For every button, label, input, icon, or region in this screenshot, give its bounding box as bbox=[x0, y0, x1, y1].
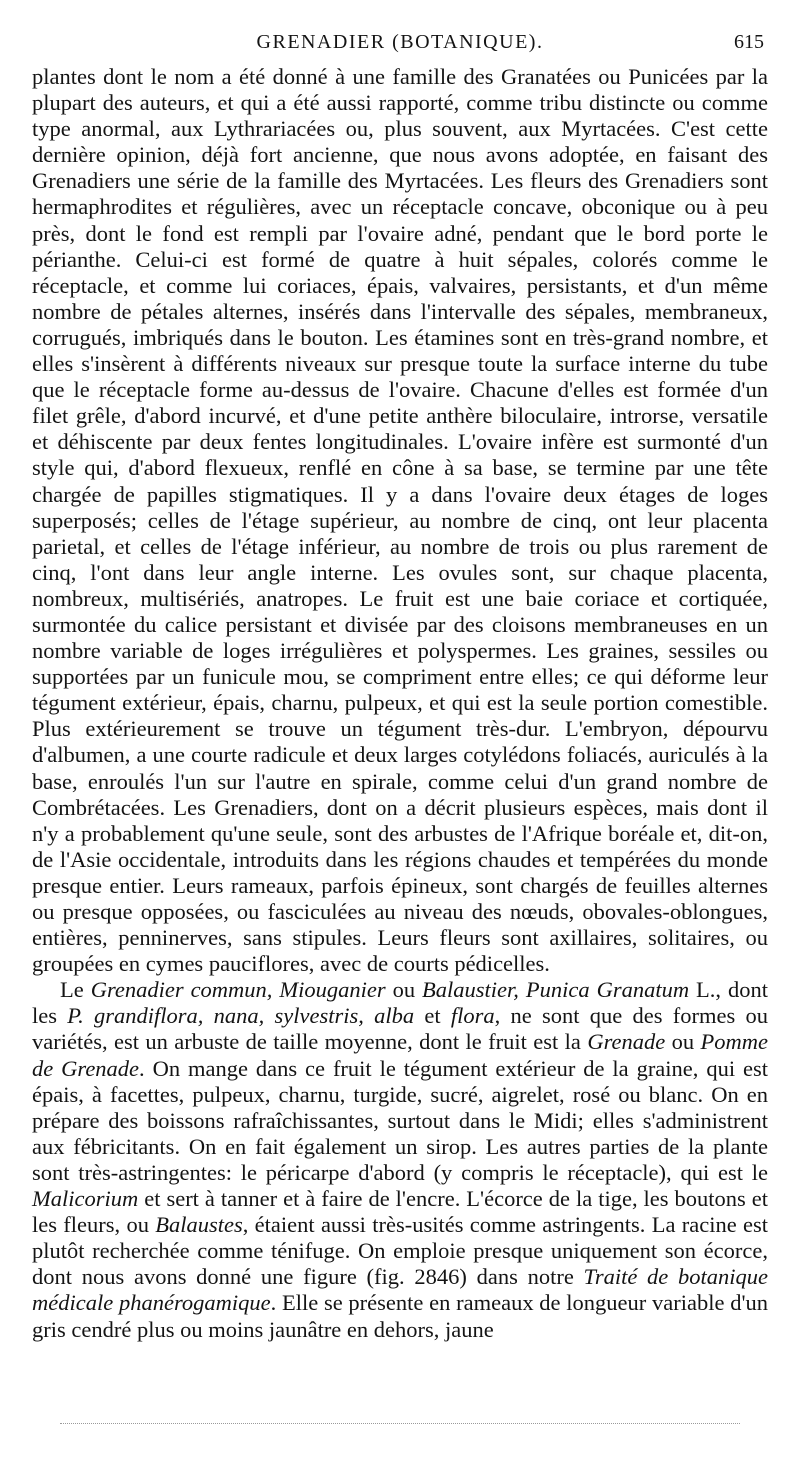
running-header bbox=[32, 28, 768, 56]
bottom-rule bbox=[60, 1423, 740, 1424]
header-title: GRENADIER (BOTANIQUE). bbox=[256, 31, 544, 53]
text-segment: ou bbox=[665, 1029, 701, 1055]
text-segment: . Elle se présente en rameaux de longueur variable d'un gris cendré plus ou moins jaunâtre en dehors, jaune bbox=[32, 1290, 769, 1342]
text-segment: , étaient aussi très-usités comme astringents. La racine est plutôt recherchée comme ténifuge. On emploie presque uniquement son écorce, dont nous avons donné une figure (fig. 2846) dans notre bbox=[32, 1212, 768, 1290]
text-segment: , ne sont que des formes ou variétés, est un arbuste de taille moyenne, dont le fruit est la bbox=[32, 1003, 768, 1055]
italic-segment: P. grandiflora, nana, sylvestris, alba bbox=[67, 1003, 415, 1029]
italic-segment: flora bbox=[450, 1003, 495, 1029]
italic-segment: Malicorium bbox=[32, 1186, 139, 1212]
paragraph-1: plantes dont le nom a été donné à une famille des Granatées ou Punicées par la plupart des auteurs, et qui a été aussi rapporté, comme tribu distincte ou comme type anormal, aux Lythrariacées ou, plus souvent, aux Myrtacées. C'est cette dernière opinion, déjà fort ancienne, que nous avons adoptée, en faisant des Grenadiers une série de la famille des Myrtacées. Les fleurs des Grenadiers sont hermaphrodites et régulières, avec un réceptacle concave, obconique ou à peu près, dont le fond est rempli par l'ovaire adné, pendant que le bord porte le périanthe. Celui-ci est formé de quatre à huit sépales, colorés comme le réceptacle, et comme lui coriaces, épais, valvaires, persistants, et d'un même nombre de pétales alternes, insérés dans l'intervalle des sépales, membraneux, corrugués, imbriqués dans le bouton. Les étamines sont en très-grand nombre, et elles s'insèrent à différents niveaux sur presque toute la surface interne du tube que le réceptacle forme au-dessus de l'ovaire. Chacune d'elles est formée d'un filet grêle, d'abord incurvé, et d'une petite anthère biloculaire, introrse, versatile et déhiscente par deux fentes longitudinales. L'ovaire infère est surmonté d'un style qui, d'abord flexueux, renflé en cône à sa base, se termine par une tête chargée de papilles stigmatiques. Il y a dans l'ovaire deux étages de loges superposés; celles de l'étage supérieur, au nombre de cinq, ont leur placenta parietal, et celles de l'étage inférieur, au nombre de trois ou plus rarement de cinq, l'ont dans leur angle interne. Les ovules sont, sur chaque placenta, nombreux, multisériés, anatropes. Le fruit est une baie coriace et cortiquée, surmontée du calice persistant et divisée par des cloisons membraneuses en un nombre variable de loges irrégulières et polyspermes. Les graines, sessiles ou supportées par un funicule mou, se compriment entre elles; ce qui déforme leur tégument extérieur, épais, charnu, pulpeux, et qui est la seule portion comestible. Plus extérieurement se trouve un tégument très-dur. L'embryon, dépourvu d'albumen, a une courte radicule et deux larges cotylédons foliacés, auriculés à la base, enroulés l'un sur l'autre en spirale, comme celui d'un grand nombre de Combrétacées. Les Grenadiers, dont on a décrit plusieurs espèces, mais dont il n'y a probablement qu'une seule, sont des arbustes de l'Afrique boréale et, dit-on, de l'Asie occidentale, introduits dans les régions chaudes et tempérées du monde presque entier. Leurs rameaux, parfois épineux, sont chargés de feuilles alternes ou presque opposées, ou fasciculées au niveau des nœuds, obovales-oblongues, entières, penninerves, sans stipules. Leurs fleurs sont axillaires, solitaires, ou groupées en cymes pauciflores, avec de courts pédicelles. bbox=[32, 64, 768, 977]
italic-segment: Pomme de Grenade bbox=[32, 1029, 769, 1081]
italic-segment: Traité de botanique médicale phanérogamique bbox=[32, 1264, 768, 1316]
italic-segment: Balaustes bbox=[155, 1212, 243, 1238]
page-number: 615 bbox=[734, 31, 764, 53]
text-segment: et bbox=[414, 1003, 451, 1029]
paragraph-2 bbox=[32, 977, 768, 1342]
text-segment: et sert à tanner et à faire de l'encre. L'écorce de la tige, les boutons et les fleurs, ou bbox=[32, 1186, 768, 1238]
text-segment: Le bbox=[60, 977, 91, 1003]
italic-segment: Grenadier commun, Miouganier bbox=[90, 977, 386, 1003]
text-segment: L., dont les bbox=[32, 977, 769, 1029]
text-segment: . On mange dans ce fruit le tégument extérieur de la graine, qui est épais, à facettes, pulpeux, charnu, turgide, sucré, aigrelet, rosé ou blanc. On en prépare des boissons rafraîchissantes, surtout dans le Midi; elles s'administrent aux fébricitants. On en fait également un sirop. Les autres parties de la plante sont très-astringentes: le péricarpe d'abord (y compris le réceptacle), qui est le bbox=[32, 1055, 768, 1185]
italic-segment: Balaustier, Punica Granatum bbox=[422, 977, 690, 1003]
body-text bbox=[32, 64, 768, 1343]
italic-segment: Grenade bbox=[587, 1029, 666, 1055]
text-segment: ou bbox=[385, 977, 423, 1003]
